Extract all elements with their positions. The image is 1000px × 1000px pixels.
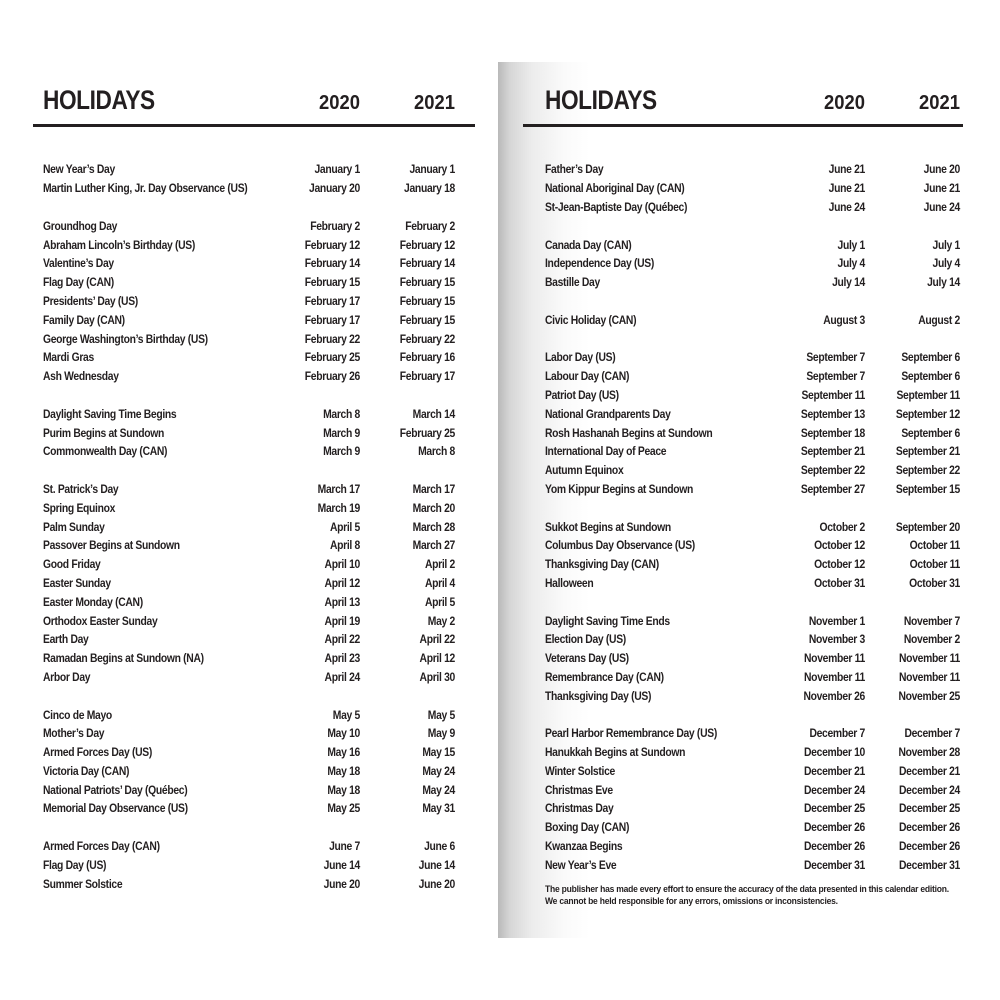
date-2021: September 11 [896,389,960,402]
date-2021: June 20 [923,164,960,177]
holiday-name: Presidents’ Day (US) [43,295,138,308]
holiday-group [43,405,455,461]
date-2020: May 25 [327,803,360,816]
date-2021: February 17 [399,371,455,384]
date-2020: October 2 [819,521,865,534]
holiday-row [545,368,960,387]
holiday-row [545,744,960,763]
holiday-name: Canada Day (CAN) [545,239,632,252]
date-2020: July 4 [837,258,865,271]
holiday-group [43,706,455,819]
date-2021: October 31 [909,577,960,590]
date-2020: June 14 [323,859,360,872]
holiday-name: Mardi Gras [43,352,94,365]
holiday-row [43,781,455,800]
holiday-row [545,274,960,293]
date-2021: November 11 [899,653,960,666]
publisher-disclaimer [523,884,963,907]
holiday-row [545,236,960,255]
date-2021: November 7 [903,615,960,628]
date-2021: May 24 [422,784,455,797]
holiday-row [545,838,960,857]
holiday-name: George Washington’s Birthday (US) [43,333,208,346]
holiday-name: St. Patrick’s Day [43,483,119,496]
date-2020: December 10 [804,747,865,760]
holiday-name: National Grandparents Day [545,408,671,421]
date-2020: June 7 [329,841,360,854]
holiday-row [43,443,455,462]
holiday-row [545,255,960,274]
calendar-page-left [33,85,475,894]
page-title: HOLIDAYS [43,85,155,115]
date-2021: November 28 [898,747,960,760]
page-title: HOLIDAYS [545,85,657,115]
holiday-row [43,631,455,650]
holiday-row [43,856,455,875]
holiday-row [43,744,455,763]
date-2020: March 19 [317,502,360,515]
date-2020: February 17 [304,295,360,308]
date-2021: February 25 [399,427,455,440]
calendar-page-right-card [498,62,968,938]
date-2020: March 9 [323,427,360,440]
holiday-row [43,330,455,349]
holiday-row [43,612,455,631]
holiday-name: Daylight Saving Time Begins [43,408,177,421]
holiday-row [43,405,455,424]
holiday-name: Armed Forces Day (CAN) [43,841,160,854]
date-2020: September 21 [800,446,865,459]
holiday-name: Ash Wednesday [43,371,119,384]
holiday-row [545,687,960,706]
holiday-row [43,593,455,612]
date-2020: November 11 [804,671,865,684]
date-2021: September 20 [895,521,960,534]
holiday-name: New Year’s Eve [545,859,617,872]
holiday-name: Independence Day (US) [545,258,654,271]
holiday-name: Thanksgiving Day (CAN) [545,559,659,572]
holiday-row [545,669,960,688]
page-header [523,85,963,127]
date-2021: December 21 [899,765,960,778]
date-2021: April 2 [424,559,455,572]
holiday-groups [33,161,475,894]
date-2021: January 18 [404,183,455,196]
holiday-name: Commonwealth Day (CAN) [43,446,168,459]
holiday-name: Sukkot Begins at Sundown [545,521,671,534]
holiday-row [545,405,960,424]
date-2020: October 31 [814,577,865,590]
date-2020: October 12 [814,540,865,553]
holiday-name: Summer Solstice [43,878,123,891]
date-2021: May 24 [422,765,455,778]
holiday-group [545,349,960,499]
date-2021: February 22 [399,333,455,346]
date-2020: April 5 [329,521,360,534]
date-2021: May 2 [427,615,455,628]
holiday-group [43,161,455,199]
holiday-name: National Aboriginal Day (CAN) [545,183,685,196]
holiday-name: Good Friday [43,559,101,572]
holiday-row [43,650,455,669]
holiday-name: Victoria Day (CAN) [43,765,130,778]
holiday-group [545,161,960,217]
holiday-row [43,349,455,368]
holiday-row [545,856,960,875]
holiday-name: Hanukkah Begins at Sundown [545,747,686,760]
date-2021: August 2 [918,314,960,327]
holiday-name: New Year’s Day [43,164,115,177]
holiday-name: Easter Sunday [43,577,111,590]
date-2021: April 12 [419,653,455,666]
holiday-name: Family Day (CAN) [43,314,125,327]
holiday-name: Bastille Day [545,277,600,290]
date-2021: November 2 [903,634,960,647]
year-column-2021: 2021 [919,92,960,114]
date-2020: September 22 [800,465,865,478]
date-2021: December 31 [899,859,960,872]
date-2021: May 31 [422,803,455,816]
holiday-name: Spring Equinox [43,502,116,515]
holiday-row [545,650,960,669]
holiday-row [43,838,455,857]
holiday-name: Veterans Day (US) [545,653,629,666]
date-2020: April 10 [324,559,360,572]
holiday-row [43,499,455,518]
date-2021: July 14 [927,277,960,290]
holiday-name: Patriot Day (US) [545,389,619,402]
date-2021: June 14 [418,859,455,872]
holiday-name: International Day of Peace [545,446,667,459]
date-2021: May 5 [427,709,455,722]
date-2021: April 4 [424,577,455,590]
date-2021: September 6 [901,352,960,365]
holiday-name: Martin Luther King, Jr. Day Observance (US) [43,183,248,196]
year-column-2020: 2020 [319,92,360,114]
holiday-row [545,481,960,500]
date-2020: June 20 [323,878,360,891]
holiday-name: Autumn Equinox [545,465,624,478]
date-2021: November 25 [898,690,960,703]
date-2020: May 18 [327,765,360,778]
date-2021: March 28 [412,521,455,534]
holiday-name: Christmas Day [545,803,614,816]
date-2020: September 7 [806,352,865,365]
year-column-2021: 2021 [414,92,455,114]
holiday-name: Earth Day [43,634,89,647]
holiday-name: Palm Sunday [43,521,105,534]
holiday-row [545,800,960,819]
date-2020: September 27 [800,483,865,496]
date-2020: May 10 [327,728,360,741]
holiday-row [43,575,455,594]
holiday-name: Thanksgiving Day (US) [545,690,652,703]
date-2021: April 30 [419,671,455,684]
holiday-group [545,311,960,330]
holiday-row [545,311,960,330]
date-2020: February 12 [304,239,360,252]
holiday-name: Easter Monday (CAN) [43,596,143,609]
date-2020: September 7 [806,371,865,384]
date-2020: January 20 [309,183,360,196]
date-2020: December 25 [804,803,865,816]
date-2021: June 20 [418,878,455,891]
holiday-row [545,556,960,575]
date-2020: November 26 [803,690,865,703]
date-2021: September 12 [895,408,960,421]
date-2021: October 11 [909,559,960,572]
holiday-name: Memorial Day Observance (US) [43,803,188,816]
date-2021: March 8 [418,446,455,459]
holiday-row [43,875,455,894]
holiday-name: Christmas Eve [545,784,613,797]
holiday-row [43,180,455,199]
holiday-row [545,349,960,368]
date-2020: August 3 [823,314,865,327]
holiday-row [43,669,455,688]
holiday-row [545,199,960,218]
date-2021: March 14 [412,408,455,421]
holiday-row [545,443,960,462]
holiday-name: Flag Day (CAN) [43,277,114,290]
date-2021: October 11 [909,540,960,553]
holiday-name: Boxing Day (CAN) [545,822,630,835]
date-2021: December 24 [899,784,960,797]
date-2021: February 14 [399,258,455,271]
date-2020: April 19 [324,615,360,628]
holiday-row [43,556,455,575]
date-2021: May 9 [427,728,455,741]
holiday-name: Halloween [545,577,594,590]
date-2020: February 2 [310,220,360,233]
year-column-2020: 2020 [824,92,865,114]
holiday-row [545,462,960,481]
date-2021: November 11 [899,671,960,684]
page-header [33,85,475,127]
date-2021: June 24 [923,201,960,214]
date-2021: February 16 [399,352,455,365]
holiday-row [545,819,960,838]
holiday-name: Election Day (US) [545,634,626,647]
date-2020: September 13 [800,408,865,421]
holiday-name: Labour Day (CAN) [545,371,630,384]
date-2021: February 12 [399,239,455,252]
holiday-name: Orthodox Easter Sunday [43,615,158,628]
date-2021: December 26 [899,822,960,835]
date-2020: December 26 [804,822,865,835]
date-2020: June 24 [828,201,865,214]
date-2021: April 22 [419,634,455,647]
date-2020: September 18 [800,427,865,440]
date-2021: September 21 [895,446,960,459]
disclaimer-line-2: We cannot be held responsible for any errors, omissions or inconsistencies. [545,895,838,906]
date-2020: June 21 [828,183,865,196]
holiday-name: Arbor Day [43,671,91,684]
date-2021: September 6 [901,427,960,440]
holiday-name: Pearl Harbor Remembrance Day (US) [545,728,717,741]
holiday-row [545,161,960,180]
holiday-row [43,161,455,180]
date-2021: September 15 [895,483,960,496]
date-2021: September 22 [895,465,960,478]
date-2021: December 26 [899,841,960,854]
date-2021: July 4 [932,258,960,271]
date-2021: February 15 [399,314,455,327]
date-2020: May 18 [327,784,360,797]
holiday-row [545,725,960,744]
holiday-row [43,800,455,819]
holiday-name: Remembrance Day (CAN) [545,671,664,684]
date-2021: March 17 [412,483,455,496]
date-2020: February 17 [304,314,360,327]
holiday-name: Passover Begins at Sundown [43,540,180,553]
holiday-row [545,763,960,782]
holiday-row [545,518,960,537]
date-2021: March 20 [412,502,455,515]
holiday-name: Rosh Hashanah Begins at Sundown [545,427,713,440]
date-2021: December 25 [899,803,960,816]
date-2020: March 8 [323,408,360,421]
date-2020: December 21 [804,765,865,778]
date-2020: July 1 [837,239,865,252]
date-2020: December 7 [809,728,865,741]
holiday-row [545,424,960,443]
holiday-group [43,217,455,386]
holiday-row [43,763,455,782]
date-2021: February 2 [405,220,455,233]
holiday-row [545,180,960,199]
date-2020: April 8 [329,540,360,553]
date-2020: March 17 [317,483,360,496]
holiday-row [43,217,455,236]
holiday-row [43,518,455,537]
date-2020: November 11 [804,653,865,666]
holiday-group [545,236,960,292]
date-2021: July 1 [932,239,960,252]
date-2020: December 24 [804,784,865,797]
holiday-row [43,537,455,556]
holiday-name: Abraham Lincoln’s Birthday (US) [43,239,196,252]
date-2020: May 16 [327,747,360,760]
calendar-page-right [523,85,963,907]
holiday-row [43,725,455,744]
date-2021: February 15 [399,295,455,308]
date-2020: March 9 [323,446,360,459]
date-2020: February 14 [304,258,360,271]
date-2020: April 13 [324,596,360,609]
date-2020: June 21 [828,164,865,177]
holiday-name: Cinco de Mayo [43,709,112,722]
date-2020: February 25 [304,352,360,365]
holiday-row [43,236,455,255]
date-2021: January 1 [409,164,455,177]
date-2020: April 12 [324,577,360,590]
date-2021: September 6 [901,371,960,384]
date-2020: October 12 [814,559,865,572]
date-2020: February 15 [304,277,360,290]
holiday-name: St-Jean-Baptiste Day (Québec) [545,201,688,214]
holiday-name: Flag Day (US) [43,859,107,872]
date-2020: April 23 [324,653,360,666]
holiday-groups [523,161,963,875]
holiday-row [43,706,455,725]
holiday-group [545,725,960,875]
holiday-name: Valentine’s Day [43,258,114,271]
holiday-row [545,575,960,594]
date-2021: April 5 [424,596,455,609]
holiday-name: Purim Begins at Sundown [43,427,164,440]
date-2020: July 14 [832,277,865,290]
holiday-name: Groundhog Day [43,220,118,233]
disclaimer-line-1: The publisher has made every effort to ensure the accuracy of the data presented in this calendar edition. [545,884,949,895]
date-2021: December 7 [904,728,960,741]
holiday-group [545,518,960,593]
holiday-name: National Patriots’ Day (Québec) [43,784,188,797]
holiday-row [545,612,960,631]
holiday-row [43,274,455,293]
holiday-name: Yom Kippur Begins at Sundown [545,483,693,496]
holiday-name: Kwanzaa Begins [545,841,623,854]
holiday-name: Ramadan Begins at Sundown (NA) [43,653,204,666]
date-2020: September 11 [801,389,865,402]
holiday-name: Mother’s Day [43,728,105,741]
date-2020: February 26 [304,371,360,384]
date-2020: December 26 [804,841,865,854]
holiday-name: Columbus Day Observance (US) [545,540,695,553]
holiday-group [545,612,960,706]
date-2020: November 3 [808,634,865,647]
date-2020: February 22 [304,333,360,346]
date-2021: February 15 [399,277,455,290]
date-2021: March 27 [412,540,455,553]
holiday-name: Labor Day (US) [545,352,616,365]
date-2020: January 1 [314,164,360,177]
date-2021: May 15 [422,747,455,760]
holiday-row [545,537,960,556]
date-2020: May 5 [332,709,360,722]
date-2020: November 1 [808,615,865,628]
holiday-name: Civic Holiday (CAN) [545,314,637,327]
date-2020: April 24 [324,671,360,684]
holiday-name: Winter Solstice [545,765,615,778]
holiday-row [43,368,455,387]
holiday-name: Father’s Day [545,164,604,177]
holiday-group [43,481,455,688]
date-2021: June 21 [923,183,960,196]
holiday-group [43,838,455,894]
holiday-name: Daylight Saving Time Ends [545,615,670,628]
date-2020: April 22 [324,634,360,647]
holiday-row [545,387,960,406]
holiday-row [43,481,455,500]
holiday-row [545,631,960,650]
holiday-name: Armed Forces Day (US) [43,747,152,760]
date-2020: December 31 [804,859,865,872]
holiday-row [43,293,455,312]
holiday-row [43,255,455,274]
date-2021: June 6 [424,841,455,854]
holiday-row [545,781,960,800]
holiday-row [43,311,455,330]
holiday-row [43,424,455,443]
